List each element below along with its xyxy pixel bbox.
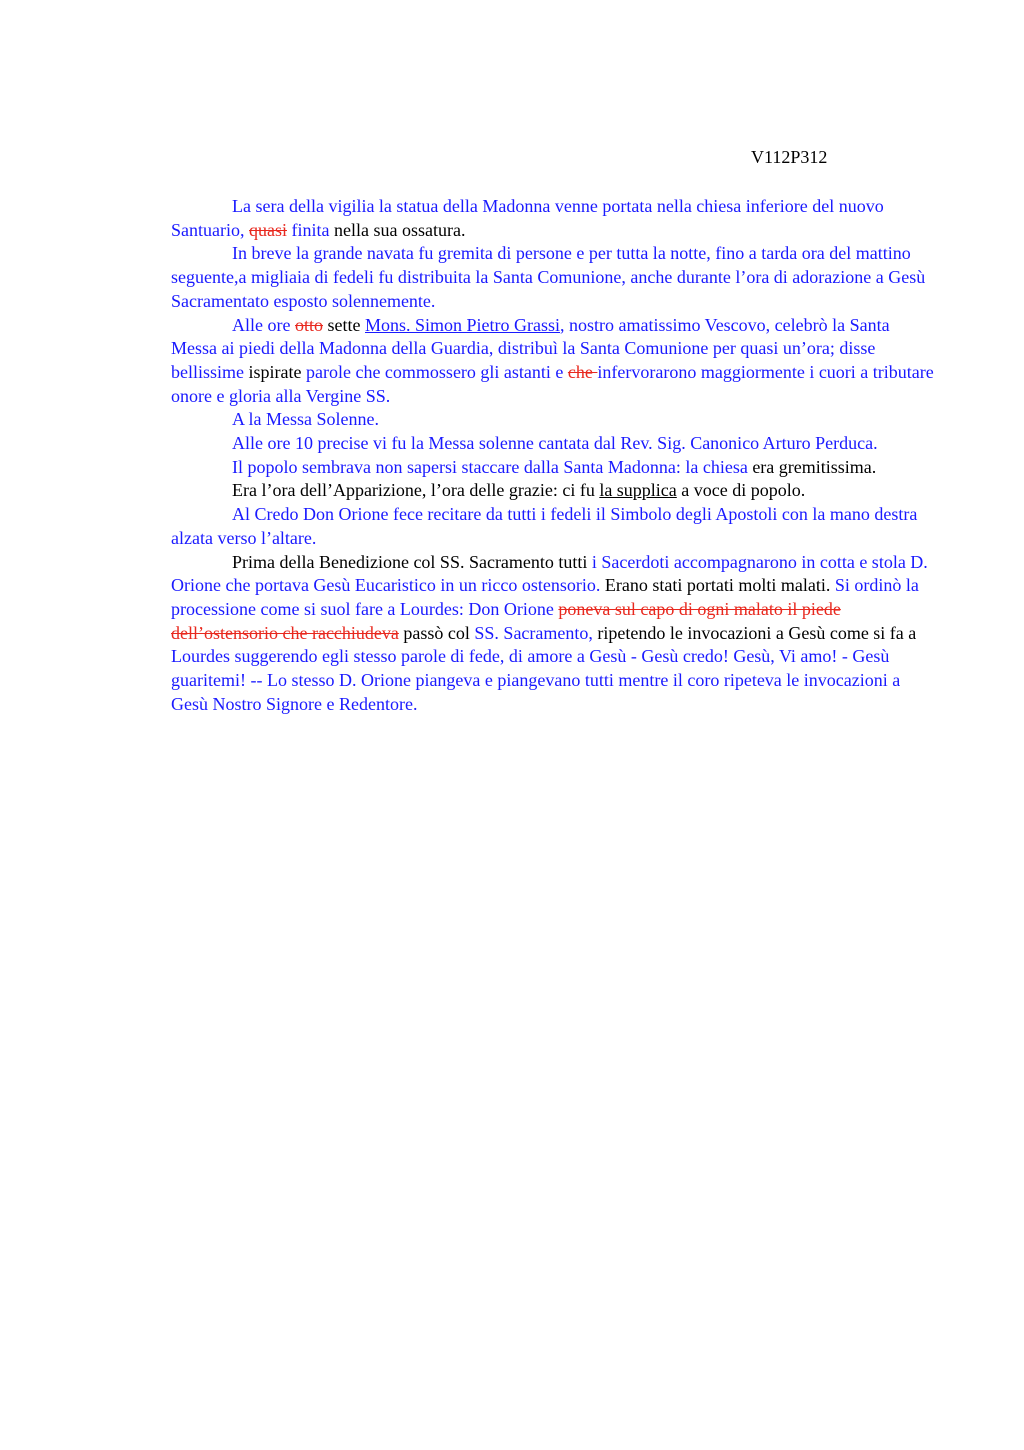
text-run: SS. Sacramento, xyxy=(474,622,593,643)
deleted-text: che xyxy=(567,361,598,382)
page-code: V112P312 xyxy=(751,147,828,167)
document-body xyxy=(171,195,935,716)
text-run: i Sacerdoti accompagnarono in cotta e stola D. Orione che portava Gesù Eucaristico in un ricco ostensorio. xyxy=(171,551,928,596)
deleted-text: quasi xyxy=(249,219,287,240)
paragraph xyxy=(171,551,935,717)
text-run: Alle ore xyxy=(232,314,295,335)
text-run: Si ordinò la processione come si suol fare a Lourdes: Don Orione xyxy=(171,575,919,619)
text-run: a voce di popolo. xyxy=(676,480,806,501)
text-run: la supplica xyxy=(599,480,677,501)
text-run: Erano stati portati molti malati. xyxy=(600,575,835,596)
deleted-text: otto xyxy=(294,314,323,335)
paragraph xyxy=(171,456,935,480)
deleted-text: poneva sul capo di ogni malato il piede dell’ostensorio che racchiudeva xyxy=(171,598,841,643)
text-run: infervorarono maggiormente i cuori a tributare onore e gloria alla Vergine SS. xyxy=(171,361,934,406)
text-run: Il popolo sembrava non sapersi staccare dalla Santa Madonna: la chiesa xyxy=(232,456,748,477)
paragraph xyxy=(171,503,935,550)
text-run: ispirate xyxy=(244,361,306,382)
text-run: finita xyxy=(287,219,330,240)
text-run: In breve la grande navata fu gremita di persone e per tutta la notte, fino a tarda ora del mattino seguente,a migliaia di fedeli fu distribuita la Santa Comunione, anche durante l’ora di adorazione a Gesù Sacramentato esposto solennemente. xyxy=(171,243,926,311)
text-run: passò col xyxy=(398,622,475,643)
text-run: Alle ore 10 precise vi fu la Messa solenne cantata dal Rev. Sig. Canonico Arturo Perduca. xyxy=(232,433,878,454)
text-run: ripetendo le invocazioni a Gesù come si fa a xyxy=(592,622,917,643)
text-run: A la Messa Solenne. xyxy=(232,409,379,430)
paragraph xyxy=(171,314,935,409)
text-run: Mons. Simon Pietro Grassi xyxy=(365,314,561,335)
paragraph xyxy=(171,479,935,503)
text-run: era gremitissima. xyxy=(747,456,877,477)
paragraph xyxy=(171,432,935,456)
paragraph xyxy=(171,195,935,242)
text-run: La sera della vigilia la statua della Madonna venne portata nella chiesa inferiore del nuovo Santuario, xyxy=(171,196,884,240)
text-run: parole che commossero gli astanti e xyxy=(305,361,568,382)
text-run: Al Credo Don Orione fece recitare da tutti i fedeli il Simbolo degli Apostoli con la mano destra alzata verso l’altare. xyxy=(171,504,918,548)
paragraph xyxy=(171,408,935,432)
text-run: nella sua ossatura. xyxy=(329,219,466,240)
text-run: sette xyxy=(323,314,365,335)
text-run: Era l’ora dell’Apparizione, l’ora delle grazie: ci fu xyxy=(232,480,600,501)
text-run: , nostro amatissimo Vescovo, celebrò la Santa Messa ai piedi della Madonna della Guardia, distribuì la Santa Comunione per quasi un’ora; disse bellissime xyxy=(171,314,890,382)
text-run: Prima della Benedizione col SS. Sacramento tutti xyxy=(232,551,592,572)
paragraph xyxy=(171,242,935,313)
text-run: Lourdes suggerendo egli stesso parole di fede, di amore a Gesù - Gesù credo! Gesù, Vi amo! - Gesù guaritemi! -- Lo stesso D. Orione piangeva e piangevano tutti mentre il coro ripeteva le invocazioni a Gesù Nostro Signore e Redentore. xyxy=(171,646,901,714)
